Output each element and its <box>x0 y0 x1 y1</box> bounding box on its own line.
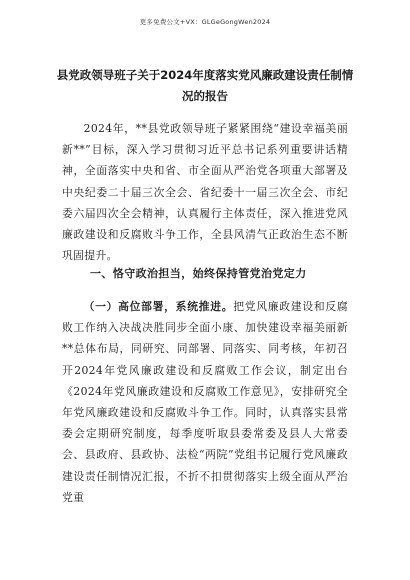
section-paragraph-1 <box>62 296 348 508</box>
section-heading-1: 一、恪守政治担当，始终保持管党治党定力 <box>90 267 307 280</box>
subsection-lead: （一）高位部署，系统推进。 <box>83 300 234 313</box>
subsection-body: 把党风廉政建设和反腐败工作纳入决战决胜同步全面小康、加快建设幸福美丽新**总体布局，同研究、同部署、同落实、同考核，年初召开2024年党风廉政建设和反腐败工作会议，制定出台《2024年党风廉政建设和反腐败工作意见》，安排研究全年党风廉政建设和反腐败斗争工作。同时，认真落实县常委会定期研究制度，每季度听取县委常委及县人大常委会、县政府、县政协、法检“两院”党组书记履行党风廉政建设责任制情况汇报，不折不扣贯彻落实上级全面从严治党重 <box>62 300 348 504</box>
header-note: 更多免费公文+VX：GLGeGongWen2024 <box>139 18 271 26</box>
report-title: 县党政领导班子关于2024年度落实党风廉政建设责任制情况的报告 <box>56 68 354 103</box>
intro-paragraph: 2024年，**县党政领导班子紧紧围绕“建设幸福美丽新**”目标，深入学习贯彻习近平总书记系列重要讲话精神，全面落实中央和省、市全面从严治党各项重大部署及中央纪委二十届三次全会、省纪委十一届三次全会、市纪委六届四次全会精神，认真履行主体责任，深入推进党风廉政建设和反腐败斗争工作，全县风清气正政治生态不断巩固提升。 <box>62 122 348 263</box>
